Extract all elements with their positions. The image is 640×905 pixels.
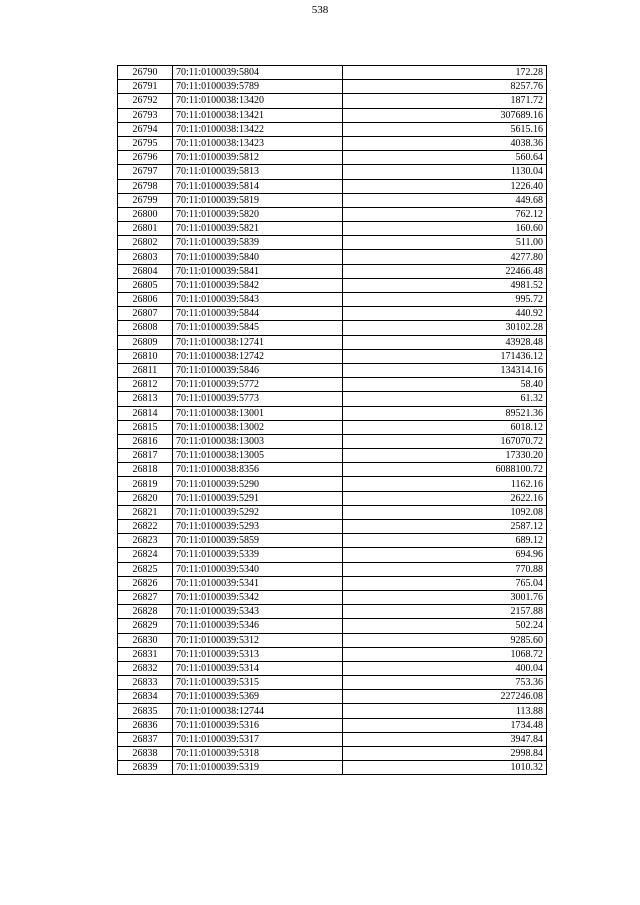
row-number-cell: 26832 [118,661,173,675]
row-number-cell: 26810 [118,349,173,363]
area-value-cell: 4277.80 [343,250,547,264]
table-row [118,165,547,179]
area-value-cell: 995.72 [343,293,547,307]
table-row [118,661,547,675]
table-row [118,179,547,193]
table-row [118,704,547,718]
cadastral-number-cell: 70:11:0100039:5789 [173,80,343,94]
cadastral-number-cell: 70:11:0100039:5813 [173,165,343,179]
table-row [118,619,547,633]
table-row [118,108,547,122]
row-number-cell: 26808 [118,321,173,335]
row-number-cell: 26816 [118,434,173,448]
area-value-cell: 167070.72 [343,434,547,448]
table-row [118,647,547,661]
table-row [118,363,547,377]
cadastral-number-cell: 70:11:0100039:5369 [173,690,343,704]
table-row [118,576,547,590]
area-value-cell: 9285.60 [343,633,547,647]
cadastral-number-cell: 70:11:0100039:5845 [173,321,343,335]
cadastral-number-cell: 70:11:0100039:5820 [173,207,343,221]
table-row [118,676,547,690]
area-value-cell: 1226.40 [343,179,547,193]
cadastral-number-cell: 70:11:0100038:13005 [173,449,343,463]
row-number-cell: 26828 [118,605,173,619]
table-row [118,293,547,307]
row-number-cell: 26813 [118,392,173,406]
area-value-cell: 22466.48 [343,264,547,278]
cadastral-number-cell: 70:11:0100039:5812 [173,151,343,165]
table-row [118,690,547,704]
cadastral-number-cell: 70:11:0100039:5346 [173,619,343,633]
cadastral-number-cell: 70:11:0100039:5839 [173,236,343,250]
cadastral-number-cell: 70:11:0100039:5318 [173,747,343,761]
area-value-cell: 8257.76 [343,80,547,94]
table-row [118,66,547,80]
row-number-cell: 26836 [118,718,173,732]
row-number-cell: 26793 [118,108,173,122]
cadastral-number-cell: 70:11:0100039:5819 [173,193,343,207]
table-row [118,732,547,746]
area-value-cell: 89521.36 [343,406,547,420]
cadastral-number-cell: 70:11:0100039:5804 [173,66,343,80]
area-value-cell: 3001.76 [343,590,547,604]
row-number-cell: 26835 [118,704,173,718]
table-row [118,250,547,264]
table-row [118,193,547,207]
table-row [118,434,547,448]
row-number-cell: 26798 [118,179,173,193]
row-number-cell: 26827 [118,590,173,604]
row-number-cell: 26792 [118,94,173,108]
row-number-cell: 26806 [118,293,173,307]
area-value-cell: 4038.36 [343,136,547,150]
area-value-cell: 2587.12 [343,520,547,534]
area-value-cell: 770.88 [343,562,547,576]
row-number-cell: 26815 [118,420,173,434]
cadastral-number-cell: 70:11:0100039:5814 [173,179,343,193]
table-row [118,278,547,292]
area-value-cell: 5615.16 [343,122,547,136]
area-value-cell: 1162.16 [343,477,547,491]
row-number-cell: 26830 [118,633,173,647]
area-value-cell: 765.04 [343,576,547,590]
area-value-cell: 1871.72 [343,94,547,108]
row-number-cell: 26837 [118,732,173,746]
cadastral-number-cell: 70:11:0100038:12742 [173,349,343,363]
area-value-cell: 2998.84 [343,747,547,761]
table-row [118,534,547,548]
area-value-cell: 1068.72 [343,647,547,661]
table-row [118,449,547,463]
cadastral-number-cell: 70:11:0100039:5842 [173,278,343,292]
cadastral-number-cell: 70:11:0100039:5841 [173,264,343,278]
table-row [118,718,547,732]
row-number-cell: 26829 [118,619,173,633]
cadastral-number-cell: 70:11:0100039:5343 [173,605,343,619]
table-row [118,463,547,477]
table-row [118,477,547,491]
table-row [118,590,547,604]
table-row [118,378,547,392]
table-row [118,633,547,647]
table-row [118,406,547,420]
row-number-cell: 26795 [118,136,173,150]
table-row [118,307,547,321]
row-number-cell: 26802 [118,236,173,250]
table-row [118,491,547,505]
row-number-cell: 26791 [118,80,173,94]
page-number: 538 [311,4,329,16]
row-number-cell: 26814 [118,406,173,420]
row-number-cell: 26823 [118,534,173,548]
table-row [118,136,547,150]
area-value-cell: 560.64 [343,151,547,165]
table-row [118,562,547,576]
row-number-cell: 26790 [118,66,173,80]
row-number-cell: 26820 [118,491,173,505]
cadastral-number-cell: 70:11:0100039:5772 [173,378,343,392]
cadastral-number-cell: 70:11:0100039:5821 [173,222,343,236]
cadastral-number-cell: 70:11:0100039:5339 [173,548,343,562]
area-value-cell: 449.68 [343,193,547,207]
area-value-cell: 30102.28 [343,321,547,335]
table-row [118,94,547,108]
row-number-cell: 26821 [118,505,173,519]
row-number-cell: 26819 [118,477,173,491]
table-row [118,236,547,250]
table-row [118,605,547,619]
cadastral-number-cell: 70:11:0100039:5843 [173,293,343,307]
area-value-cell: 2157.88 [343,605,547,619]
area-value-cell: 1092.08 [343,505,547,519]
table-row [118,207,547,221]
row-number-cell: 26822 [118,520,173,534]
table-row [118,122,547,136]
area-value-cell: 58.40 [343,378,547,392]
area-value-cell: 6088100.72 [343,463,547,477]
table-row [118,80,547,94]
area-value-cell: 3947.84 [343,732,547,746]
table-row [118,505,547,519]
area-value-cell: 43928.48 [343,335,547,349]
cadastral-number-cell: 70:11:0100039:5840 [173,250,343,264]
cadastral-number-cell: 70:11:0100039:5292 [173,505,343,519]
area-value-cell: 694.96 [343,548,547,562]
row-number-cell: 26833 [118,676,173,690]
cadastral-number-cell: 70:11:0100039:5846 [173,363,343,377]
cadastral-number-cell: 70:11:0100038:8356 [173,463,343,477]
row-number-cell: 26801 [118,222,173,236]
area-value-cell: 113.88 [343,704,547,718]
area-value-cell: 6018.12 [343,420,547,434]
area-value-cell: 134314.16 [343,363,547,377]
table-row [118,222,547,236]
cadastral-number-cell: 70:11:0100039:5317 [173,732,343,746]
cadastral-number-cell: 70:11:0100039:5844 [173,307,343,321]
row-number-cell: 26797 [118,165,173,179]
row-number-cell: 26812 [118,378,173,392]
area-value-cell: 1010.32 [343,761,547,775]
cadastral-number-cell: 70:11:0100039:5293 [173,520,343,534]
area-value-cell: 689.12 [343,534,547,548]
area-value-cell: 2622.16 [343,491,547,505]
cadastral-number-cell: 70:11:0100039:5314 [173,661,343,675]
table-row [118,264,547,278]
data-table [117,65,547,775]
table-row [118,520,547,534]
cadastral-number-cell: 70:11:0100038:12741 [173,335,343,349]
row-number-cell: 26838 [118,747,173,761]
cadastral-number-cell: 70:11:0100039:5315 [173,676,343,690]
area-value-cell: 171436.12 [343,349,547,363]
cadastral-number-cell: 70:11:0100038:13002 [173,420,343,434]
cadastral-number-cell: 70:11:0100038:13001 [173,406,343,420]
table-row [118,392,547,406]
cadastral-number-cell: 70:11:0100039:5859 [173,534,343,548]
cadastral-number-cell: 70:11:0100039:5319 [173,761,343,775]
cadastral-number-cell: 70:11:0100038:13420 [173,94,343,108]
row-number-cell: 26834 [118,690,173,704]
area-value-cell: 227246.08 [343,690,547,704]
row-number-cell: 26818 [118,463,173,477]
table-row [118,747,547,761]
area-value-cell: 762.12 [343,207,547,221]
cadastral-number-cell: 70:11:0100039:5290 [173,477,343,491]
area-value-cell: 172.28 [343,66,547,80]
cadastral-number-cell: 70:11:0100038:13422 [173,122,343,136]
row-number-cell: 26800 [118,207,173,221]
row-number-cell: 26817 [118,449,173,463]
area-value-cell: 511.00 [343,236,547,250]
row-number-cell: 26824 [118,548,173,562]
cadastral-number-cell: 70:11:0100038:13003 [173,434,343,448]
cadastral-number-cell: 70:11:0100039:5341 [173,576,343,590]
row-number-cell: 26807 [118,307,173,321]
area-value-cell: 400.04 [343,661,547,675]
table-row [118,335,547,349]
cadastral-number-cell: 70:11:0100039:5313 [173,647,343,661]
table-row [118,420,547,434]
area-value-cell: 753.36 [343,676,547,690]
cadastral-number-cell: 70:11:0100038:13421 [173,108,343,122]
table-body [118,66,547,775]
row-number-cell: 26803 [118,250,173,264]
cadastral-number-cell: 70:11:0100039:5340 [173,562,343,576]
area-value-cell: 307689.16 [343,108,547,122]
row-number-cell: 26804 [118,264,173,278]
area-value-cell: 502.24 [343,619,547,633]
row-number-cell: 26826 [118,576,173,590]
row-number-cell: 26839 [118,761,173,775]
area-value-cell: 1130.04 [343,165,547,179]
area-value-cell: 440.92 [343,307,547,321]
row-number-cell: 26796 [118,151,173,165]
table-row [118,761,547,775]
row-number-cell: 26831 [118,647,173,661]
area-value-cell: 4981.52 [343,278,547,292]
area-value-cell: 61.32 [343,392,547,406]
cadastral-number-cell: 70:11:0100039:5291 [173,491,343,505]
cadastral-number-cell: 70:11:0100039:5312 [173,633,343,647]
cadastral-number-cell: 70:11:0100038:13423 [173,136,343,150]
table-row [118,321,547,335]
row-number-cell: 26809 [118,335,173,349]
cadastral-number-cell: 70:11:0100039:5316 [173,718,343,732]
table-row [118,548,547,562]
table-row [118,151,547,165]
area-value-cell: 160.60 [343,222,547,236]
row-number-cell: 26805 [118,278,173,292]
row-number-cell: 26799 [118,193,173,207]
table-row [118,349,547,363]
row-number-cell: 26811 [118,363,173,377]
row-number-cell: 26825 [118,562,173,576]
area-value-cell: 17330.20 [343,449,547,463]
cadastral-number-cell: 70:11:0100039:5773 [173,392,343,406]
area-value-cell: 1734.48 [343,718,547,732]
cadastral-number-cell: 70:11:0100038:12744 [173,704,343,718]
cadastral-number-cell: 70:11:0100039:5342 [173,590,343,604]
row-number-cell: 26794 [118,122,173,136]
